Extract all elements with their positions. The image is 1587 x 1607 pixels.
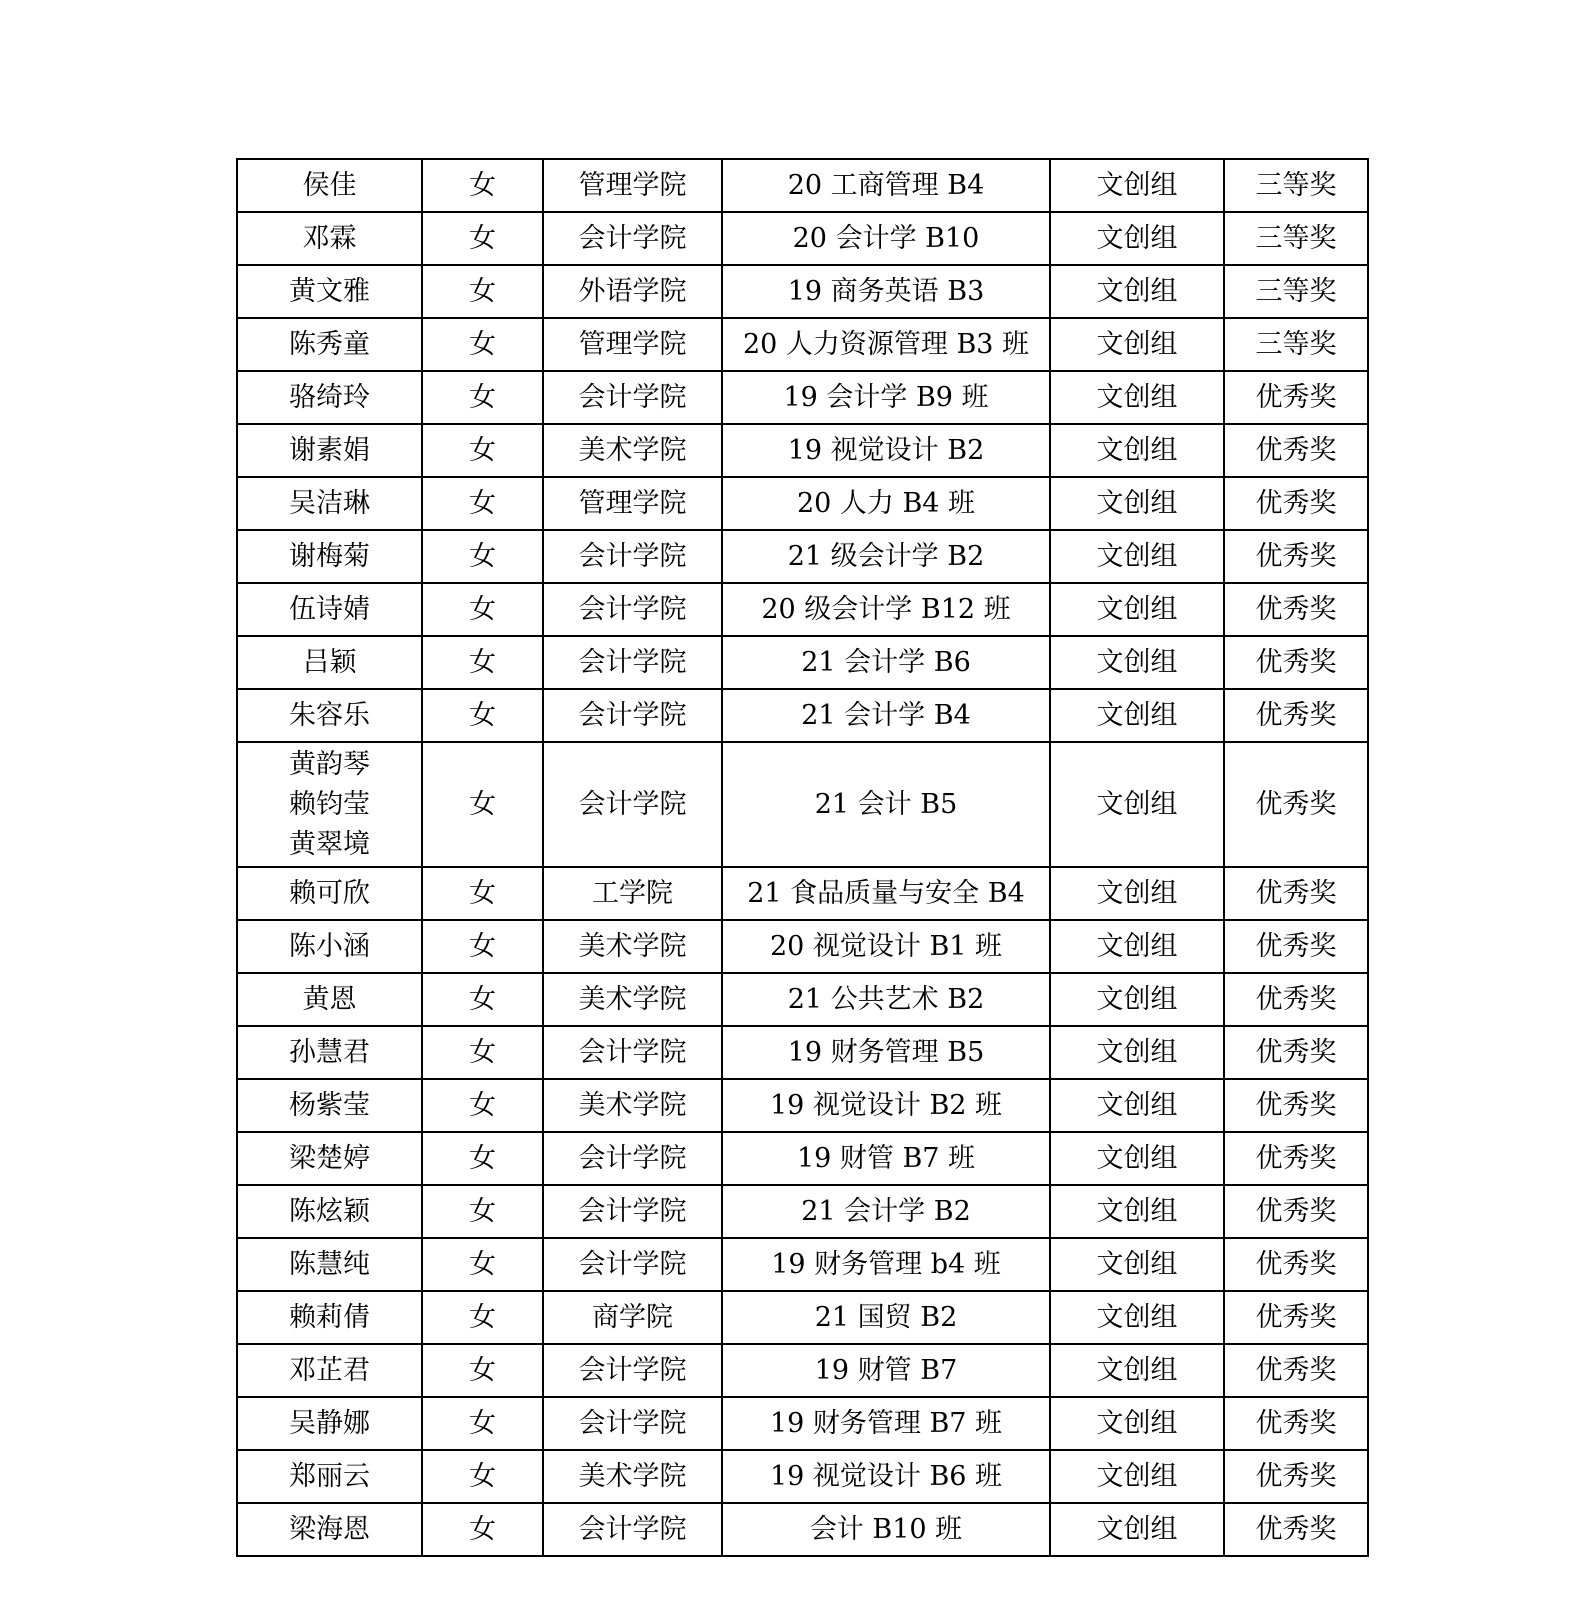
college-cell: 管理学院 — [543, 318, 722, 371]
gender-cell: 女 — [422, 1026, 543, 1079]
college-cell: 会计学院 — [543, 1026, 722, 1079]
award-table-body — [237, 159, 1368, 1556]
gender-cell: 女 — [422, 1450, 543, 1503]
gender-cell: 女 — [422, 1397, 543, 1450]
gender-cell: 女 — [422, 920, 543, 973]
gender-cell: 女 — [422, 477, 543, 530]
award-cell: 优秀奖 — [1224, 636, 1368, 689]
class-cell: 20 人力资源管理 B3 班 — [722, 318, 1050, 371]
gender-cell: 女 — [422, 636, 543, 689]
class-cell: 19 财务管理 B7 班 — [722, 1397, 1050, 1450]
award-cell: 三等奖 — [1224, 159, 1368, 212]
gender-cell: 女 — [422, 867, 543, 920]
name-cell — [237, 867, 422, 920]
college-cell: 会计学院 — [543, 636, 722, 689]
group-cell: 文创组 — [1050, 477, 1224, 530]
student-name: 吴静娜 — [289, 1407, 370, 1439]
class-cell: 20 视觉设计 B1 班 — [722, 920, 1050, 973]
award-cell: 三等奖 — [1224, 212, 1368, 265]
class-cell: 21 会计学 B2 — [722, 1185, 1050, 1238]
award-cell: 优秀奖 — [1224, 973, 1368, 1026]
student-name: 黄翠境 — [289, 828, 370, 860]
table-row — [237, 583, 1368, 636]
college-cell: 工学院 — [543, 867, 722, 920]
college-cell: 会计学院 — [543, 1185, 722, 1238]
student-name: 邓芷君 — [289, 1354, 370, 1386]
student-name: 黄文雅 — [289, 275, 370, 307]
table-row — [237, 477, 1368, 530]
award-cell: 优秀奖 — [1224, 1344, 1368, 1397]
gender-cell: 女 — [422, 1185, 543, 1238]
student-name: 郑丽云 — [289, 1460, 370, 1492]
name-cell — [237, 920, 422, 973]
name-cell — [237, 265, 422, 318]
class-cell: 20 工商管理 B4 — [722, 159, 1050, 212]
group-cell: 文创组 — [1050, 371, 1224, 424]
college-cell: 会计学院 — [543, 212, 722, 265]
college-cell: 管理学院 — [543, 159, 722, 212]
college-cell: 美术学院 — [543, 973, 722, 1026]
class-cell: 会计 B10 班 — [722, 1503, 1050, 1556]
name-cell — [237, 318, 422, 371]
name-cell — [237, 636, 422, 689]
group-cell: 文创组 — [1050, 867, 1224, 920]
gender-cell: 女 — [422, 1238, 543, 1291]
student-name: 骆绮玲 — [289, 381, 370, 413]
class-cell: 21 级会计学 B2 — [722, 530, 1050, 583]
award-cell: 优秀奖 — [1224, 1079, 1368, 1132]
table-row — [237, 424, 1368, 477]
table-row — [237, 212, 1368, 265]
award-cell: 优秀奖 — [1224, 1026, 1368, 1079]
group-cell: 文创组 — [1050, 742, 1224, 867]
group-cell: 文创组 — [1050, 920, 1224, 973]
award-cell: 优秀奖 — [1224, 742, 1368, 867]
group-cell: 文创组 — [1050, 1344, 1224, 1397]
college-cell: 美术学院 — [543, 424, 722, 477]
class-cell: 19 财管 B7 — [722, 1344, 1050, 1397]
table-row — [237, 1026, 1368, 1079]
college-cell: 会计学院 — [543, 530, 722, 583]
gender-cell: 女 — [422, 1291, 543, 1344]
class-cell: 21 食品质量与安全 B4 — [722, 867, 1050, 920]
table-row — [237, 689, 1368, 742]
group-cell: 文创组 — [1050, 424, 1224, 477]
group-cell: 文创组 — [1050, 1291, 1224, 1344]
student-name: 陈小涵 — [289, 930, 370, 962]
group-cell: 文创组 — [1050, 1079, 1224, 1132]
name-cell — [237, 1344, 422, 1397]
table-row — [237, 318, 1368, 371]
award-cell: 优秀奖 — [1224, 371, 1368, 424]
class-cell: 20 会计学 B10 — [722, 212, 1050, 265]
gender-cell: 女 — [422, 530, 543, 583]
table-row — [237, 742, 1368, 867]
name-cell — [237, 1397, 422, 1450]
gender-cell: 女 — [422, 265, 543, 318]
college-cell: 会计学院 — [543, 1238, 722, 1291]
name-cell — [237, 583, 422, 636]
award-cell: 优秀奖 — [1224, 424, 1368, 477]
award-cell: 优秀奖 — [1224, 477, 1368, 530]
name-cell — [237, 689, 422, 742]
table-row — [237, 1132, 1368, 1185]
name-cell — [237, 742, 422, 867]
group-cell: 文创组 — [1050, 973, 1224, 1026]
award-cell: 优秀奖 — [1224, 1450, 1368, 1503]
college-cell: 会计学院 — [543, 689, 722, 742]
table-row — [237, 530, 1368, 583]
award-cell: 三等奖 — [1224, 265, 1368, 318]
table-row — [237, 1450, 1368, 1503]
student-name: 陈慧纯 — [289, 1248, 370, 1280]
gender-cell: 女 — [422, 1503, 543, 1556]
table-row — [237, 973, 1368, 1026]
gender-cell: 女 — [422, 689, 543, 742]
student-name: 梁楚婷 — [289, 1142, 370, 1174]
name-cell — [237, 1503, 422, 1556]
table-row — [237, 1079, 1368, 1132]
student-name: 伍诗婧 — [289, 593, 370, 625]
gender-cell: 女 — [422, 424, 543, 477]
name-cell — [237, 1026, 422, 1079]
award-cell: 优秀奖 — [1224, 1132, 1368, 1185]
college-cell: 美术学院 — [543, 1079, 722, 1132]
group-cell: 文创组 — [1050, 212, 1224, 265]
student-name: 吕颖 — [302, 646, 357, 678]
name-cell — [237, 1291, 422, 1344]
group-cell: 文创组 — [1050, 689, 1224, 742]
group-cell: 文创组 — [1050, 1132, 1224, 1185]
name-cell — [237, 477, 422, 530]
college-cell: 外语学院 — [543, 265, 722, 318]
name-cell — [237, 159, 422, 212]
name-cell — [237, 530, 422, 583]
group-cell: 文创组 — [1050, 1026, 1224, 1079]
gender-cell: 女 — [422, 212, 543, 265]
college-cell: 会计学院 — [543, 742, 722, 867]
award-cell: 优秀奖 — [1224, 689, 1368, 742]
student-name: 梁海恩 — [289, 1513, 370, 1545]
table-row — [237, 1238, 1368, 1291]
award-cell: 优秀奖 — [1224, 583, 1368, 636]
gender-cell: 女 — [422, 583, 543, 636]
student-name: 陈炫颖 — [289, 1195, 370, 1227]
college-cell: 会计学院 — [543, 1503, 722, 1556]
gender-cell: 女 — [422, 371, 543, 424]
table-row — [237, 1291, 1368, 1344]
group-cell: 文创组 — [1050, 583, 1224, 636]
class-cell: 21 会计 B5 — [722, 742, 1050, 867]
name-cell — [237, 1132, 422, 1185]
name-cell — [237, 1185, 422, 1238]
table-row — [237, 159, 1368, 212]
gender-cell: 女 — [422, 973, 543, 1026]
gender-cell: 女 — [422, 1344, 543, 1397]
student-name: 赖钧莹 — [289, 788, 370, 820]
class-cell: 21 会计学 B6 — [722, 636, 1050, 689]
group-cell: 文创组 — [1050, 1397, 1224, 1450]
award-cell: 优秀奖 — [1224, 530, 1368, 583]
award-cell: 三等奖 — [1224, 318, 1368, 371]
class-cell: 19 视觉设计 B2 — [722, 424, 1050, 477]
student-name: 孙慧君 — [289, 1036, 370, 1068]
student-name: 侯佳 — [302, 169, 357, 201]
name-cell — [237, 424, 422, 477]
class-cell: 19 视觉设计 B6 班 — [722, 1450, 1050, 1503]
gender-cell: 女 — [422, 1079, 543, 1132]
college-cell: 会计学院 — [543, 1132, 722, 1185]
student-name: 黄韵琴 — [289, 748, 370, 780]
gender-cell: 女 — [422, 1132, 543, 1185]
award-cell: 优秀奖 — [1224, 1185, 1368, 1238]
group-cell: 文创组 — [1050, 1185, 1224, 1238]
award-cell: 优秀奖 — [1224, 867, 1368, 920]
name-cell — [237, 1238, 422, 1291]
student-name: 赖可欣 — [289, 877, 370, 909]
award-cell: 优秀奖 — [1224, 1238, 1368, 1291]
group-cell: 文创组 — [1050, 159, 1224, 212]
college-cell: 会计学院 — [543, 371, 722, 424]
table-row — [237, 920, 1368, 973]
table-row — [237, 265, 1368, 318]
award-cell: 优秀奖 — [1224, 1503, 1368, 1556]
class-cell: 19 会计学 B9 班 — [722, 371, 1050, 424]
class-cell: 20 人力 B4 班 — [722, 477, 1050, 530]
class-cell: 20 级会计学 B12 班 — [722, 583, 1050, 636]
table-row — [237, 1503, 1368, 1556]
group-cell: 文创组 — [1050, 1503, 1224, 1556]
gender-cell: 女 — [422, 742, 543, 867]
class-cell: 21 国贸 B2 — [722, 1291, 1050, 1344]
table-row — [237, 636, 1368, 689]
student-name: 谢梅菊 — [289, 540, 370, 572]
award-table — [236, 158, 1369, 1557]
table-row — [237, 1185, 1368, 1238]
name-cell — [237, 1450, 422, 1503]
class-cell: 19 财务管理 b4 班 — [722, 1238, 1050, 1291]
student-name: 朱容乐 — [289, 699, 370, 731]
student-name: 赖莉倩 — [289, 1301, 370, 1333]
group-cell: 文创组 — [1050, 318, 1224, 371]
class-cell: 21 公共艺术 B2 — [722, 973, 1050, 1026]
student-name: 黄恩 — [302, 983, 357, 1015]
class-cell: 21 会计学 B4 — [722, 689, 1050, 742]
class-cell: 19 财务管理 B5 — [722, 1026, 1050, 1079]
group-cell: 文创组 — [1050, 1450, 1224, 1503]
class-cell: 19 视觉设计 B2 班 — [722, 1079, 1050, 1132]
student-name: 吴洁琳 — [289, 487, 370, 519]
college-cell: 会计学院 — [543, 1344, 722, 1397]
college-cell: 会计学院 — [543, 1397, 722, 1450]
table-row — [237, 371, 1368, 424]
gender-cell: 女 — [422, 318, 543, 371]
class-cell: 19 财管 B7 班 — [722, 1132, 1050, 1185]
student-name: 邓霖 — [302, 222, 357, 254]
college-cell: 美术学院 — [543, 920, 722, 973]
name-cell — [237, 371, 422, 424]
group-cell: 文创组 — [1050, 1238, 1224, 1291]
name-cell — [237, 973, 422, 1026]
student-name: 杨紫莹 — [289, 1089, 370, 1121]
award-cell: 优秀奖 — [1224, 1397, 1368, 1450]
table-row — [237, 867, 1368, 920]
name-cell — [237, 1079, 422, 1132]
name-cell — [237, 212, 422, 265]
college-cell: 美术学院 — [543, 1450, 722, 1503]
college-cell: 管理学院 — [543, 477, 722, 530]
college-cell: 会计学院 — [543, 583, 722, 636]
group-cell: 文创组 — [1050, 265, 1224, 318]
award-cell: 优秀奖 — [1224, 1291, 1368, 1344]
group-cell: 文创组 — [1050, 530, 1224, 583]
student-name: 谢素娟 — [289, 434, 370, 466]
table-row — [237, 1397, 1368, 1450]
group-cell: 文创组 — [1050, 636, 1224, 689]
award-cell: 优秀奖 — [1224, 920, 1368, 973]
college-cell: 商学院 — [543, 1291, 722, 1344]
gender-cell: 女 — [422, 159, 543, 212]
student-name: 陈秀童 — [289, 328, 370, 360]
class-cell: 19 商务英语 B3 — [722, 265, 1050, 318]
table-row — [237, 1344, 1368, 1397]
